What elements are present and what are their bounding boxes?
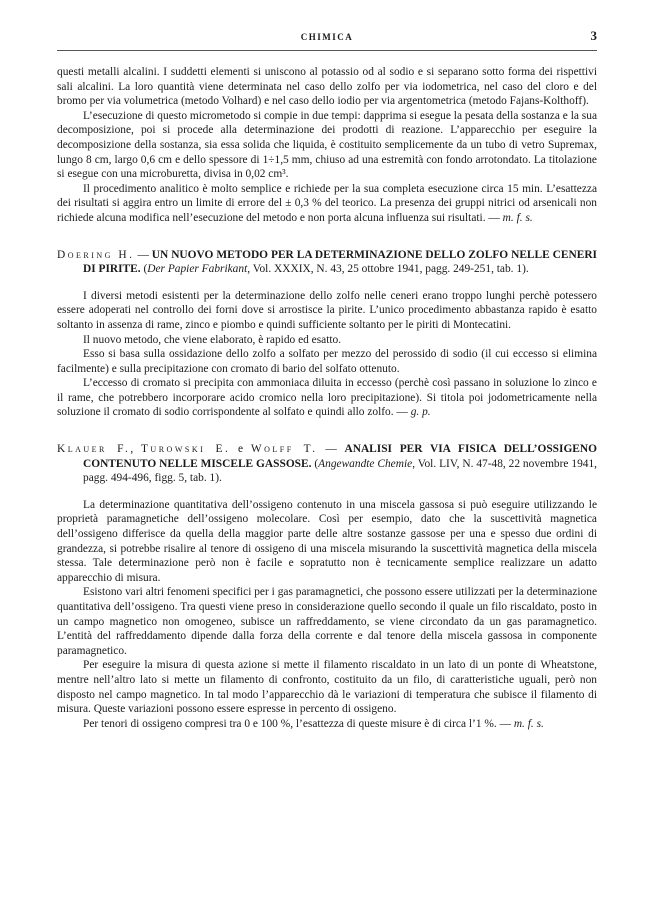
intro-paragraph-2: L’esecuzione di questo micrometodo si compie in due tempi: dapprima si esegue la pesata della sostanza e la sua decomposizione, poi si procede alla determinazione dei prodotti di reazione. L’apparecchio per eseguire la decomposizione della sostanza, sia essa solida che liquida, è costituito semplicemente da un tubo di vetro Supremax, lungo 8 cm, largo 0,6 cm e dello spessore di 1÷1,5 mm, chiuso ad una estremità con fondo arrotondato. La titolazione si esegue con una microburetta, divisa in 0,02 cm³. <box>57 109 597 181</box>
article-1-paragraph-1: I diversi metodi esistenti per la determinazione dello zolfo nelle ceneri erano troppo lunghi perchè potessero essere adoperati nel controllo dei forni dove si arrostisce la pirite. L’unico procedimento abbastanza rapido è esatto soltanto in assenza di rame, zinco e piombo e quindi sufficiente soltanto per le piriti di Montecatini. <box>57 289 597 331</box>
article-2-title: ANALISI PER VIA FISICA DELL’OSSIGENO CONTENUTO NELLE MISCELE GASSOSE. <box>83 443 597 470</box>
intro-paragraph-3-text: Il procedimento analitico è molto semplice e richiede per la sua completa esecuzione circa 15 min. L’esattezza dei risultati si aggira entro un limite di errore del ± 0,3 % del teorico. La presenza dei gruppi nitrici od arsenicali non richiede alcuna modifica nell’esecuzione del metodo e non porta alcuna influenza sui risultati. — <box>57 182 597 224</box>
article-2-journal: Angewandte Chemie <box>318 457 413 470</box>
page-number: 3 <box>590 28 597 43</box>
intro-paragraph-1: questi metalli alcalini. I suddetti elementi si uniscono al potassio od al sodio e si separano sotto forma dei rispettivi sali alcalini. La loro quantità viene determinata nel caso dello zolfo per via iodometrica, nel caso del cloro e del bromo per via volumetrica (metodo Volhard) e nel caso dello iodio per via argentometrica (metodo Fajans-Kolthoff). <box>57 66 597 108</box>
intro-signature: m. f. s. <box>502 211 533 224</box>
article-2-source-open: ( <box>311 457 319 470</box>
article-1-source-open: ( <box>140 263 148 276</box>
article-1-heading <box>57 248 597 277</box>
article-1-journal: Der Papier Fabrikant <box>147 263 248 276</box>
article-2-signature: m. f. s. <box>513 717 544 730</box>
article-2-paragraph-4-text: Per tenori di ossigeno compresi tra 0 e 100 %, l’esattezza di queste misure è di circa l’1 %. — <box>83 717 511 730</box>
article-1-signature: g. p. <box>410 406 431 419</box>
article-2-dash: — <box>317 443 345 456</box>
article-2-author-3: Wolff T. <box>250 443 318 456</box>
article-2-author-2: Turowski E. <box>140 443 231 456</box>
article-1-citation: , Vol. XXXIX, N. 43, 25 ottobre 1941, pagg. 249-251, tab. 1). <box>247 263 529 276</box>
article-2-paragraph-2: Esistono vari altri fenomeni specifici per i gas paramagnetici, che possono essere utilizzati per la determinazione quantitativa dell’ossigeno. Tra questi viene preso in considerazione quello secondo il quale un filo riscaldato, posto in un campo magnetico non omogeneo, subisce un raffreddamento, se viene circondato da un gas paramagnetico. L’entità del raffreddamento dipende dalla forza della corrente e dal tenore della miscela gassosa in componente paramagnetico. <box>57 586 597 657</box>
article-2-author-1: Klauer F. <box>57 443 131 456</box>
article-1-dash: — <box>134 248 152 261</box>
article-1-paragraph-2: Il nuovo metodo, che viene elaborato, è rapido ed esatto. <box>83 333 342 346</box>
running-header <box>57 28 597 51</box>
article-2-citation: , Vol. LIV, N. 47-48, 22 novembre 1941, pagg. 494-496, figg. 5, tab. 1). <box>83 457 597 485</box>
article-2-sep-1: , <box>130 443 141 456</box>
intro-paragraph-3 <box>57 182 597 226</box>
article-2-paragraph-4 <box>57 717 597 732</box>
article-1-author: Doering H. <box>57 248 135 261</box>
article-2-paragraph-1: La determinazione quantitativa dell’ossigeno contenuto in una miscela gassosa si può eseguire utilizzando le proprietà paramagnetiche dell’ossigeno molecolare. Così per esempio, dato che la suscettività magnetica dell’ossigeno differisce da quella della maggior parte delle altre sostanze gassose per una e spesso due ordini di grandezza, si potrebbe risalire al tenore di ossigeno di una miscela misurando la suscettività magnetica della miscela stessa. Tale determinazione però non è facile e sopratutto non è tecnicamente semplice realizzare un adatto apparecchio di misura. <box>57 498 597 584</box>
article-1-paragraph-4 <box>57 376 597 420</box>
article-1-title: UN NUOVO METODO PER LA DETERMINAZIONE DELLO ZOLFO NELLE CENERI DI PIRITE. <box>83 248 597 276</box>
article-2-heading <box>57 442 597 486</box>
section-title: CHIMICA <box>300 32 354 42</box>
page <box>57 28 597 731</box>
article-2-paragraph-3: Per eseguire la misura di questa azione si mette il filamento riscaldato in un lato di un ponte di Wheatstone, mentre nell’altro lato si mette un filamento di confronto, costituito da un filo, di caratteristiche uguali, però non disposto nel campo magnetico. In tal modo l’apparecchio dà le variazioni di temperatura che subisce il filamento di misura. Queste variazioni possono essere espresse in percento di ossigeno. <box>57 659 597 716</box>
article-1-paragraph-4-text: L’eccesso di cromato si precipita con ammoniaca diluita in eccesso (perchè così passano in soluzione lo zinco e il rame, che potrebbero incorporare acido cromico nella loro precipitazione). Si titola poi jodometricamente nella soluzione il cromato di sodio corrispondente al solfato e quindi allo zolfo. — <box>57 377 597 419</box>
article-1-paragraph-3: Esso si basa sulla ossidazione dello zolfo a solfato per mezzo del perossido di sodio (il cui eccesso si elimina facilmente) e sulla precipitazione con cromato di bario del solfato ottenuto. <box>57 348 597 375</box>
article-2-sep-2: e <box>230 443 251 456</box>
